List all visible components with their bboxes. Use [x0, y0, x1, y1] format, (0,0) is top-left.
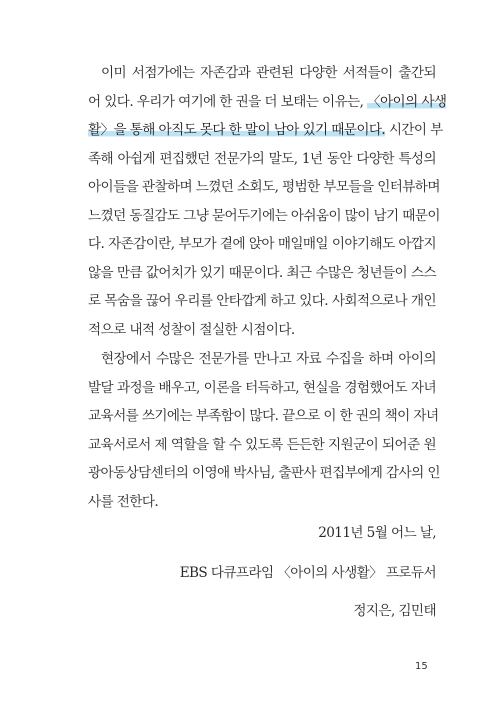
highlighted-title-start: 〈아이의 사생	[367, 93, 447, 110]
signature-role: EBS 다큐프라임 〈아이의 사생활〉 프로듀서	[179, 565, 436, 581]
paragraph-1-line-6: 느꼈던 동질감도 그냥 묻어두기에는 아쉬움이 많이 남기 때문이	[88, 207, 440, 224]
paragraph-1-line-8: 않을 만큼 값어치가 있기 때문이다. 최근 수많은 청년들이 스스	[88, 264, 436, 281]
line-2-text: 어 있다. 우리가 여기에 한 권을 더 보태는 이유는,	[88, 93, 368, 110]
highlighted-sentence: 활〉을 통해 아직도 못다 한 말이 남아 있기 때문이다.	[88, 122, 386, 138]
signature-names: 정지은, 김민태	[353, 603, 436, 619]
paragraph-1-line-2	[88, 88, 447, 117]
page-number: 15	[415, 661, 428, 672]
paragraph-2	[88, 345, 440, 516]
paragraph-2-line-5: 광아동상담센터의 이영애 박사님, 출판사 편집부에게 감사의 인	[88, 465, 440, 481]
paragraph-1-line-1: 이미 서점가에는 자존감과 관련된 다양한 서적들이 출간되	[101, 65, 436, 81]
paragraph-1-line-10: 적으로 내적 성찰이 절실한 시점이다.	[88, 321, 295, 338]
paragraph-2-line-3: 교육서를 쓰기에는 부족함이 많다. 끝으로 이 한 권의 책이 자녀	[88, 408, 439, 424]
paragraph-2-line-6: 사를 전한다.	[88, 493, 159, 510]
paragraph-1-line-3	[88, 116, 443, 145]
signature-date: 2011년 5월 어느 날,	[318, 525, 436, 541]
paragraph-2-line-2: 발달 과정을 배우고, 이론을 터득하고, 현실을 경험했어도 자녀	[88, 379, 436, 396]
paragraph-2-line-1: 현장에서 수많은 전문가를 만나고 자료 수집을 하며 아이의	[101, 351, 436, 367]
paragraph-1-line-4: 족해 아쉽게 편집했던 전문가의 말도, 1년 동안 다양한 특성의	[88, 150, 436, 167]
paragraph-2-line-4: 교육서로서 제 역할을 할 수 있도록 든든한 지원군이 되어준 원	[88, 436, 436, 453]
paragraph-1-line-5: 아이들을 관찰하며 느꼈던 소회도, 평범한 부모들을 인터뷰하며	[88, 179, 440, 195]
paragraph-1-line-9: 로 목숨을 끊어 우리를 안타깝게 하고 있다. 사회적으로나 개인	[88, 293, 436, 309]
paragraph-1	[88, 59, 447, 344]
line-3-text: 시간이 부	[385, 122, 443, 138]
paragraph-1-line-7: 다. 자존감이란, 부모가 곁에 앉아 매일매일 이야기해도 아깝지	[88, 236, 436, 252]
